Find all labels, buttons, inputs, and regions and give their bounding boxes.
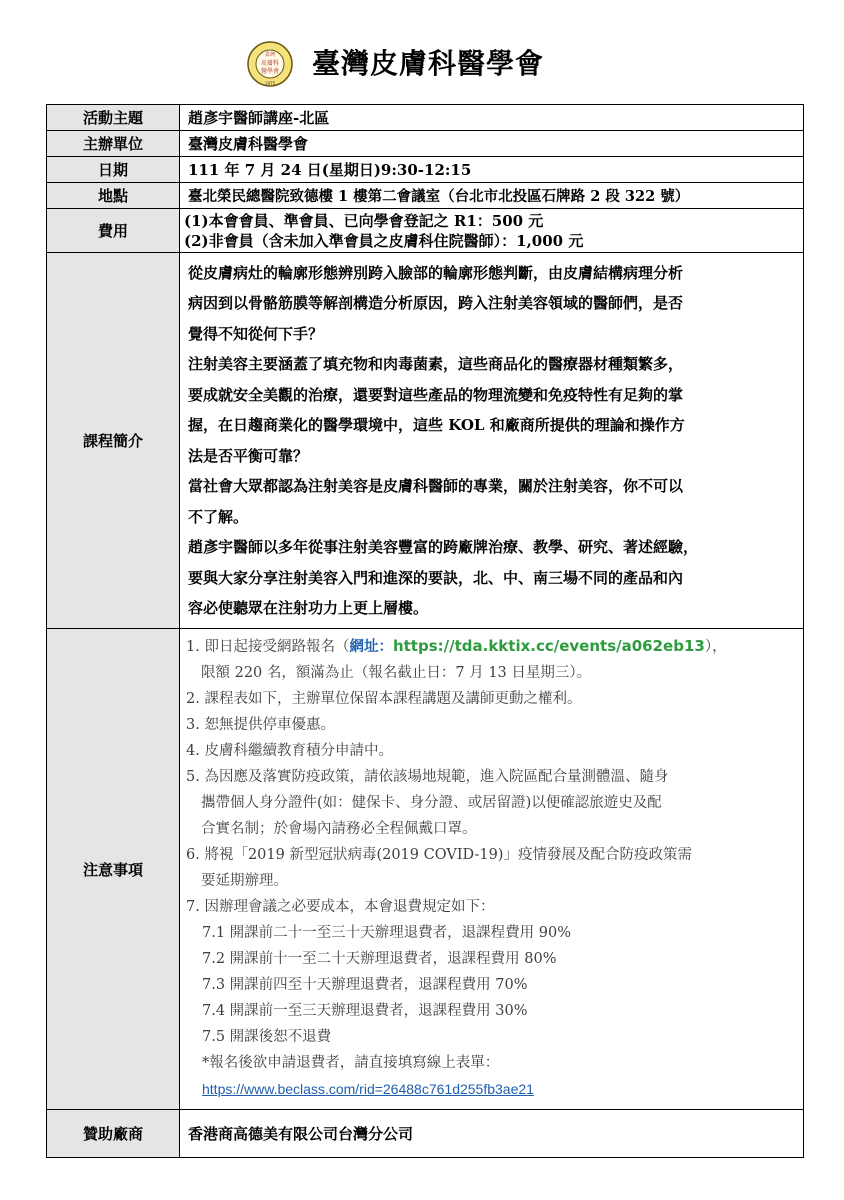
- row-organizer: [47, 131, 804, 157]
- note-item-4: 4. 皮膚科繼續教育積分申請中。: [186, 743, 393, 759]
- value-date: 111 年 7 月 24 日(星期日)9:30-12:15: [180, 157, 804, 183]
- event-info-table: [46, 104, 804, 1158]
- label-topic: 活動主題: [47, 105, 180, 131]
- note-item-3: 3. 恕無提供停車優惠。: [186, 717, 335, 733]
- logo-year: 1975: [264, 81, 276, 86]
- label-location: 地點: [47, 183, 180, 209]
- logo-center-line-1: 臺灣: [264, 52, 276, 58]
- fee-amount-2: 1,000 元: [516, 231, 584, 250]
- row-notes: [47, 629, 804, 1110]
- refund-rule: 7.1 開課前二十一至三十天辦理退費者，退課程費用 90%: [202, 925, 572, 941]
- logo-center-line-3: 醫學會: [260, 68, 280, 75]
- row-topic: [47, 105, 804, 131]
- row-location: [47, 183, 804, 209]
- refund-form-link-line: [186, 1076, 797, 1103]
- registration-link[interactable]: https://tda.kktix.cc/events/a062eb13: [392, 637, 705, 655]
- logo-center-line-2: 皮膚科: [260, 60, 280, 67]
- intro-line: 法是否平衡可靠？: [188, 446, 309, 465]
- fee-line-2: (2)非會員（含未加入準會員之皮膚科住院醫師）：1,000 元: [184, 231, 584, 250]
- label-fee: 費用: [47, 209, 180, 253]
- value-location: 臺北榮民總醫院致德樓 1 樓第二會議室（台北市北投區石牌路 2 段 322 號）: [180, 183, 804, 209]
- organization-title: 臺灣皮膚科醫學會: [312, 47, 545, 80]
- label-intro: 課程簡介: [47, 253, 180, 629]
- fee-amount-1: 500 元: [491, 211, 544, 230]
- intro-line: 要成就安全美觀的治療，還要對這些產品的物理流變和免疫特性有足夠的掌: [188, 385, 684, 404]
- note-item-1-cont: 限額 220 名，額滿為止（報名截止日：7 月 13 日星期三）。: [201, 665, 592, 681]
- row-intro: [47, 253, 804, 629]
- note-item-2: 2. 課程表如下，主辦單位保留本課程講題及講師更動之權利。: [186, 691, 582, 707]
- row-fee: [47, 209, 804, 253]
- refund-rule: 7.3 開課前四至十天辦理退費者，退課程費用 70%: [202, 977, 528, 993]
- label-organizer: 主辦單位: [47, 131, 180, 157]
- intro-line: 不了解。: [188, 507, 249, 526]
- intro-line: 握，在日趨商業化的醫學環境中，這些 KOL 和廠商所提供的理論和操作方: [188, 416, 685, 434]
- label-sponsor: 贊助廠商: [47, 1110, 180, 1158]
- refund-rule: 7.2 開課前十一至二十天辦理退費者，退課程費用 80%: [202, 951, 557, 967]
- row-sponsor: [47, 1110, 804, 1158]
- note-item-1: 1. 即日起接受網路報名（網址：https://tda.kktix.cc/events/a062eb13），: [186, 637, 727, 655]
- intro-line: 容必使聽眾在注射功力上更上層樓。: [188, 599, 429, 617]
- note-item-5-cont: 合實名制；於會場內請務必全程佩戴口罩。: [201, 821, 477, 837]
- value-topic: 趙彥宇醫師講座-北區: [180, 105, 804, 131]
- value-intro: [180, 253, 804, 629]
- refund-note: *報名後欲申請退費者，請直接填寫線上表單：: [202, 1055, 500, 1071]
- note-item-6-cont: 要延期辦理。: [201, 873, 288, 889]
- refund-rule: 7.5 開課後恕不退費: [202, 1029, 332, 1045]
- intro-line: 當社會大眾都認為注射美容是皮膚科醫師的專業，關於注射美容，你不可以: [188, 477, 684, 495]
- intro-line: 趙彥宇醫師以多年從事注射美容豐富的跨廠牌治療、教學、研究、著述經驗，: [188, 538, 699, 556]
- value-notes: [180, 629, 804, 1110]
- note-item-7: 7. 因辦理會議之必要成本，本會退費規定如下：: [186, 899, 495, 915]
- note-item-5: 5. 為因應及落實防疫政策，請依該場地規範，進入院區配合量測體溫、隨身: [186, 769, 669, 785]
- value-fee: [180, 209, 804, 253]
- association-logo: [246, 40, 294, 88]
- note-item-5-cont: 攜帶個人身分證件(如：健保卡、身分證、或居留證)以便確認旅遊史及配: [201, 795, 662, 811]
- refund-rule: 7.4 開課前一至三天辦理退費者，退課程費用 30%: [202, 1003, 528, 1019]
- intro-line: 覺得不知從何下手？: [188, 324, 324, 343]
- note-item-6: 6. 將視「2019 新型冠狀病毒(2019 COVID-19)」疫情發展及配合防疫政策需: [186, 847, 692, 863]
- refund-form-link[interactable]: https://www.beclass.com/rid=26488c761d255fb3ae21: [202, 1081, 534, 1097]
- page-header: [0, 38, 844, 98]
- label-date: 日期: [47, 157, 180, 183]
- intro-line: 從皮膚病灶的輪廓形態辨別跨入臉部的輪廓形態判斷，由皮膚結構病理分析: [188, 263, 684, 282]
- value-sponsor: 香港商高德美有限公司台灣分公司: [180, 1110, 804, 1158]
- fee-line-1: (1)本會會員、準會員、已向學會登記之 R1：500 元: [184, 211, 544, 230]
- intro-line: 病因到以骨骼筋膜等解剖構造分析原因，跨入注射美容領域的醫師們，是否: [188, 294, 684, 312]
- value-organizer: 臺灣皮膚科醫學會: [180, 131, 804, 157]
- intro-line: 要與大家分享注射美容入門和進深的要訣，北、中、南三場不同的產品和內: [188, 568, 684, 587]
- row-date: [47, 157, 804, 183]
- label-notes: 注意事項: [47, 629, 180, 1110]
- intro-line: 注射美容主要涵蓋了填充物和肉毒菌素，這些商品化的醫療器材種類繁多，: [188, 355, 684, 373]
